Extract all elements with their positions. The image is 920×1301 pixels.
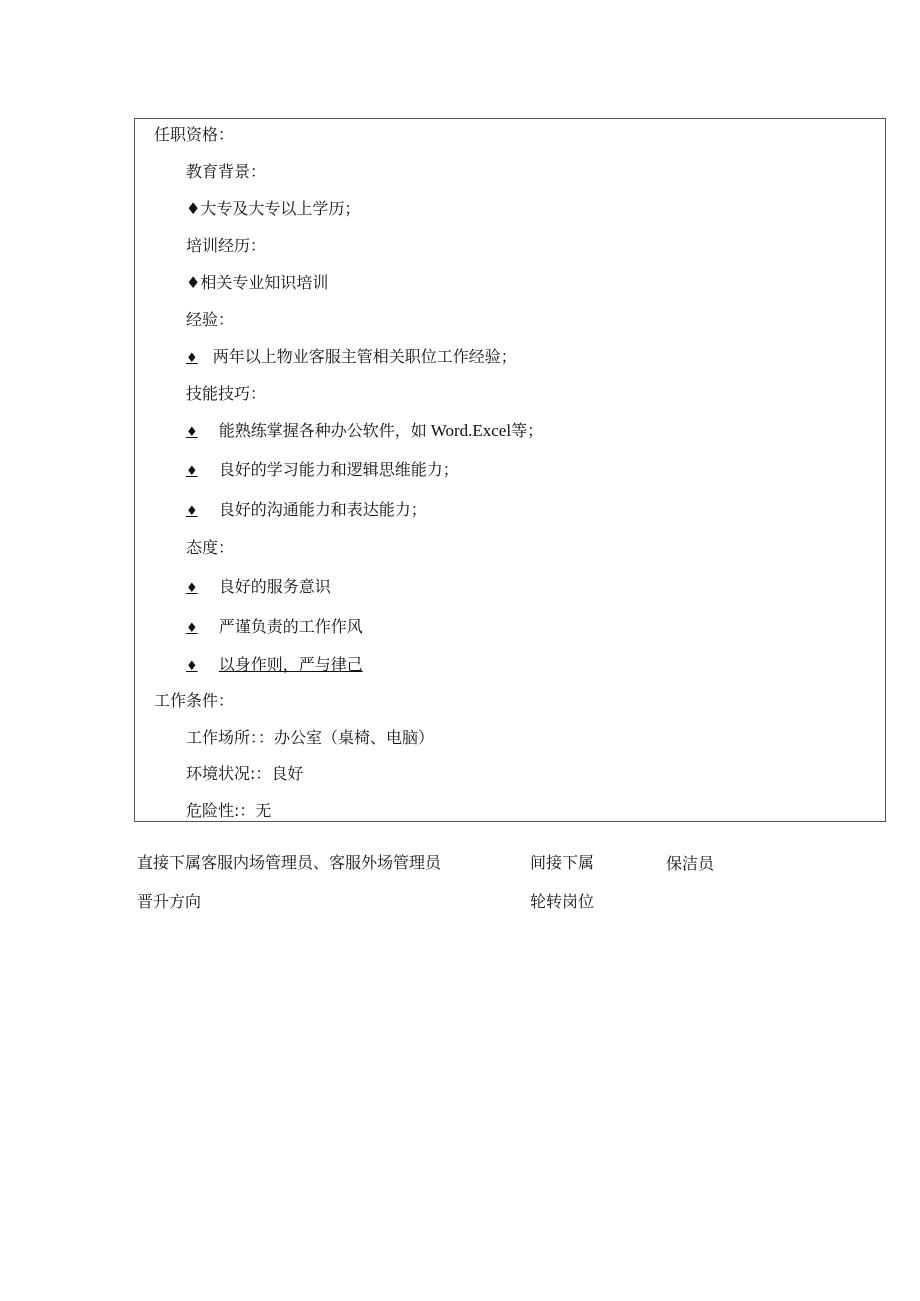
attitude-label: 态度： xyxy=(186,538,235,557)
diamond-bullet-icon: ♦ xyxy=(186,464,198,479)
attitude-item-2 xyxy=(186,617,363,639)
qualifications-heading: 任职资格： xyxy=(154,125,235,144)
education-label: 教育背景： xyxy=(186,162,267,181)
attitude-item-2-text: 严谨负责的工作作风 xyxy=(218,617,363,636)
conditions-heading: 工作条件： xyxy=(154,691,235,710)
skills-label: 技能技巧： xyxy=(186,384,267,403)
skills-item-2 xyxy=(186,460,459,482)
education-item: ♦大专及大专以上学历； xyxy=(186,199,361,218)
diamond-bullet-icon: ♦ xyxy=(186,504,198,519)
direct-subordinates: 直接下属客服内场管理员、客服外场管理员 xyxy=(137,853,442,872)
experience-label: 经验： xyxy=(186,310,235,329)
training-label: 培训经历： xyxy=(186,236,267,255)
skills-item-1-text: 能熟练掌握各种办公软件，如 xyxy=(218,421,427,440)
conditions-danger: 危险性:：无 xyxy=(186,801,272,820)
rotation-positions: 轮转岗位 xyxy=(530,892,595,911)
attitude-item-1 xyxy=(186,577,331,599)
diamond-bullet-icon: ♦ xyxy=(186,425,198,440)
indirect-subordinates-value: 保洁员 xyxy=(666,854,715,873)
attitude-item-3-text: 以身作则，严与律己 xyxy=(218,655,363,674)
experience-text: 两年以上物业客服主管相关职位工作经验； xyxy=(212,347,517,366)
skills-software-names: Word.Excel xyxy=(430,421,512,440)
conditions-place: 工作场所：：办公室（桌椅、电脑） xyxy=(186,728,435,747)
attitude-item-3 xyxy=(186,655,363,677)
skills-item-2-text: 良好的学习能力和逻辑思维能力； xyxy=(218,460,459,479)
training-item: ♦相关专业知识培训 xyxy=(186,273,329,292)
diamond-bullet-icon: ♦ xyxy=(186,351,198,366)
skills-item-1-tail: 等； xyxy=(511,421,544,440)
experience-item xyxy=(186,347,517,369)
skills-item-3-text: 良好的沟通能力和表达能力； xyxy=(218,500,427,519)
attitude-item-1-text: 良好的服务意识 xyxy=(218,577,331,596)
skills-item-3 xyxy=(186,500,427,522)
indirect-subordinates-label: 间接下属 xyxy=(530,853,595,872)
diamond-bullet-icon: ♦ xyxy=(186,581,198,596)
conditions-environment: 环境状况:：良好 xyxy=(186,764,304,783)
diamond-bullet-icon: ♦ xyxy=(186,659,198,674)
skills-item-1 xyxy=(186,421,543,443)
promotion-direction: 晋升方向 xyxy=(137,892,202,911)
diamond-bullet-icon: ♦ xyxy=(186,621,198,636)
